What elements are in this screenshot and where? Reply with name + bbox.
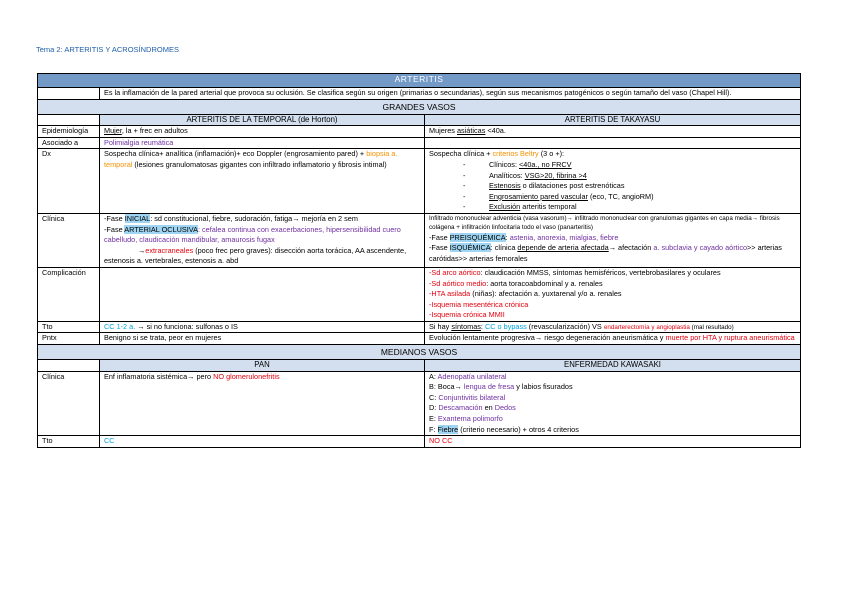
text-line	[429, 310, 796, 321]
text-segment: en	[482, 403, 495, 413]
text-segment: -Fase	[429, 232, 450, 242]
cell-horton-tto	[100, 321, 425, 333]
row-label: Pntx	[38, 333, 100, 345]
criteria-list	[429, 160, 796, 213]
text-segment: Mujeres	[429, 126, 457, 136]
section-grandes-vasos: GRANDES VASOS	[38, 99, 801, 114]
cell-kawasaki-clinica	[425, 371, 801, 436]
text-segment: (eco, TC, angioRM)	[587, 191, 654, 201]
column-header-row-medianos	[38, 360, 801, 372]
text-line: Infiltrado mononuclear adventicia (vasa vasorum)→ infiltrado mononuclear con granulomas gigantes en capa media→ fibrosis colágena + infiltración linfocitaria todo el vaso (panarteritis)	[429, 214, 780, 232]
row-label: Complicación	[38, 267, 100, 321]
definition-text: Es la inflamación de la pared arterial que provoca su oclusión. Se clasifica según su origen (primarias o secundarias), según sus mecanismos patogénicos o según tamaño del vaso (Chapel Hill).	[100, 88, 801, 100]
text-segment: a. subclavia y cayado aórtico	[653, 243, 748, 253]
text-line	[429, 300, 796, 311]
text-segment: astenia, anorexia, mialgias, fiebre	[509, 232, 619, 242]
text-segment: -Fase	[429, 243, 450, 253]
highlighted-text: ARTERIAL OCLUSIVA	[124, 224, 198, 234]
text-line	[429, 243, 796, 264]
text-line	[429, 279, 796, 290]
highlighted-text: INICIAL	[124, 213, 151, 223]
text-segment: (revascularización) VS	[526, 321, 604, 331]
definition-spacer	[38, 88, 100, 100]
row-dx	[38, 149, 801, 214]
cell-pan-tto: CC	[100, 436, 425, 448]
text-segment: Si hay	[429, 321, 452, 331]
text-line	[104, 225, 420, 246]
column-header-spacer	[38, 114, 100, 126]
text-segment: D:	[429, 403, 439, 413]
text-segment: lengua de fresa	[463, 382, 515, 392]
text-segment: B: Boca→	[429, 382, 464, 392]
row-label: Asociado a	[38, 137, 100, 149]
text-segment: -HTA asilada	[429, 289, 471, 299]
text-segment: Adenopatía unilateral	[437, 371, 507, 381]
row-clinica-medianos	[38, 371, 801, 436]
section-medianos-vasos: MEDIANOS VASOS	[38, 345, 801, 360]
cell-takayasu-complicacion	[425, 267, 801, 321]
text-segment: CC 1-2 a.	[104, 321, 136, 331]
column-header-spacer	[38, 360, 100, 372]
text-segment: -Fase	[104, 213, 125, 223]
section-row-grandes	[38, 99, 801, 114]
text-segment: >> arterias carótidas>> arterias femorales	[429, 243, 782, 263]
row-label: Dx	[38, 149, 100, 214]
row-clinica-grandes	[38, 213, 801, 267]
text-segment: Analíticos:	[489, 170, 525, 180]
text-segment: y labios fisurados	[514, 382, 573, 392]
text-segment: :	[480, 321, 485, 331]
text-segment: →	[138, 245, 146, 255]
text-segment: -Fase	[104, 224, 125, 234]
text-segment: CC o bypass	[484, 321, 527, 331]
text-segment: <40a.	[485, 126, 506, 136]
text-segment: asiáticas	[456, 126, 486, 136]
text-segment: (niñas): afectación a. yuxtarenal y/o a. renales	[470, 289, 622, 299]
cell-takayasu-epidemio	[425, 126, 801, 138]
text-line	[429, 393, 796, 404]
cell-horton-pntx: Benigno si se trata, peor en mujeres	[100, 333, 425, 345]
text-segment: -Isquemia crónica MMII	[429, 310, 505, 320]
highlighted-text: PREISQUÉMICA	[449, 232, 506, 242]
text-segment: (mal resultado)	[689, 323, 734, 331]
text-segment: (3 o +):	[538, 149, 565, 159]
text-segment: : claudicación MMSS, síntomas hemisféricos, vertebrobasilares y oculares	[480, 267, 721, 277]
text-segment: C:	[429, 392, 439, 402]
text-line	[429, 403, 796, 414]
text-segment: extracraneales	[145, 245, 194, 255]
text-segment: Evolución lentamente progresiva→ riesgo degeneración aneurismática y	[429, 333, 666, 343]
list-item	[489, 202, 796, 213]
list-item	[489, 181, 796, 192]
highlighted-text: Fiebre	[437, 424, 459, 434]
text-segment: Exantema polimorfo	[437, 414, 503, 424]
section-row-medianos	[38, 345, 801, 360]
text-line	[429, 372, 796, 383]
text-segment: Descamación	[438, 403, 483, 413]
cell-takayasu-pntx	[425, 333, 801, 345]
row-label: Tto	[38, 436, 100, 448]
cell-takayasu-clinica	[425, 213, 801, 267]
banner-row	[38, 74, 801, 88]
row-tto-grandes	[38, 321, 801, 333]
text-segment: : clínica	[490, 243, 518, 253]
text-line	[429, 382, 796, 393]
text-segment: Mujer	[104, 126, 122, 136]
text-segment: → si no funciona: sulfonas o IS	[135, 321, 238, 331]
cell-horton-clinica	[100, 213, 425, 267]
text-segment: endarterectomía y angioplastia	[603, 323, 690, 331]
text-segment: síntomas	[451, 321, 481, 331]
text-segment: E:	[429, 414, 438, 424]
text-line	[104, 214, 420, 225]
text-segment: muerte por HTA y ruptura aneurismática	[665, 333, 795, 343]
text-segment: arteritis temporal	[520, 202, 577, 212]
cell-horton-dx	[100, 149, 425, 214]
text-line	[429, 233, 796, 244]
column-header-horton: ARTERITIS DE LA TEMPORAL (de Horton)	[100, 114, 425, 126]
text-segment: -Sd aórtico medio	[429, 278, 487, 288]
row-epidemiologia	[38, 126, 801, 138]
document-title: Tema 2: ARTERITIS Y ACROSÍNDROMES	[36, 45, 179, 54]
text-segment: NO glomerulonefritis	[213, 371, 280, 381]
cell-horton-complicacion	[100, 267, 425, 321]
text-segment: :	[505, 232, 510, 242]
text-segment: o dilataciones post estrenóticas	[520, 181, 625, 191]
cell-horton-asociado: Polimialgia reumática	[100, 137, 425, 149]
text-segment: Conjuntivitis bilateral	[438, 392, 506, 402]
text-segment: (criterio necesario) + otros 4 criterios	[458, 424, 579, 434]
text-segment: : sd constitucional, fiebre, sudoración, fatiga→ mejoría en 2 sem	[150, 213, 358, 223]
row-label: Tto	[38, 321, 100, 333]
row-label: Epidemiología	[38, 126, 100, 138]
text-segment: : aorta toracoabdominal y a. renales	[486, 278, 603, 288]
list-item	[489, 192, 796, 203]
cell-kawasaki-tto: NO CC	[425, 436, 801, 448]
banner-title: ARTERITIS	[38, 74, 801, 88]
list-item	[489, 160, 796, 171]
text-line	[429, 289, 796, 300]
cell-takayasu-dx	[425, 149, 801, 214]
row-label: Clínica	[38, 213, 100, 267]
text-segment: (lesiones granulomatosas gigantes con infiltrado inflamatorio y fibrosis intimal)	[132, 159, 387, 169]
text-segment: A:	[429, 371, 438, 381]
text-line	[104, 246, 420, 267]
text-segment: criterios Beltry	[492, 149, 539, 159]
arteritis-table	[37, 73, 801, 448]
text-segment: Sospecha clínica+ analítica (inflamación)+ eco Doppler (engrosamiento pared) +	[104, 149, 367, 159]
text-segment: F:	[429, 424, 438, 434]
text-segment: <40a., no FRCV	[519, 159, 572, 169]
row-asociado	[38, 137, 801, 149]
text-segment: Dedos	[494, 403, 516, 413]
row-complicacion	[38, 267, 801, 321]
list-item	[489, 171, 796, 182]
text-segment: Enf inflamatoria sistémica→ pero	[104, 371, 214, 381]
text-segment: Engrosamiento pared vascular	[489, 191, 588, 201]
text-segment: Estenosis	[489, 181, 521, 191]
row-tto-medianos	[38, 436, 801, 448]
text-line	[429, 414, 796, 425]
cell-takayasu-tto	[425, 321, 801, 333]
text-segment: Clínicos:	[489, 159, 520, 169]
cell-pan-clinica	[100, 371, 425, 436]
text-segment: -Sd arco aórtico	[429, 267, 481, 277]
text-segment: Sospecha clínica +	[429, 149, 493, 159]
column-header-kawasaki: ENFERMEDAD KAWASAKI	[425, 360, 801, 372]
definition-row	[38, 88, 801, 100]
text-segment: , la + frec en adultos	[121, 126, 188, 136]
row-label: Clínica	[38, 371, 100, 436]
text-line	[429, 425, 796, 436]
text-segment: Exclusión	[489, 202, 521, 212]
cell-takayasu-asociado	[425, 137, 801, 149]
text-segment: VSG>20, fibrina >4	[524, 170, 587, 180]
text-segment: → afectación	[608, 243, 654, 253]
text-segment: biopsia a. temporal	[104, 149, 398, 169]
text-segment: : cefalea continua con exacerbaciones, hipersensibilidad cuero cabelludo, claudicación mandibular, amaurosis fugax	[104, 224, 401, 245]
cell-horton-epidemio	[100, 126, 425, 138]
row-pntx	[38, 333, 801, 345]
text-segment: depende de arteria afectada	[517, 243, 609, 253]
text-segment: (poco frec pero graves): disección aorta torácica, AA ascendente, estenosis a. vertebrales, estenosis a. abd	[104, 245, 407, 266]
highlighted-text: ISQUÉMICA	[449, 243, 491, 253]
text-segment: -Isquemia mesentérica crónica	[429, 299, 529, 309]
column-header-takayasu: ARTERITIS DE TAKAYASU	[425, 114, 801, 126]
column-header-pan: PAN	[100, 360, 425, 372]
column-header-row-grandes	[38, 114, 801, 126]
text-line	[429, 268, 796, 279]
